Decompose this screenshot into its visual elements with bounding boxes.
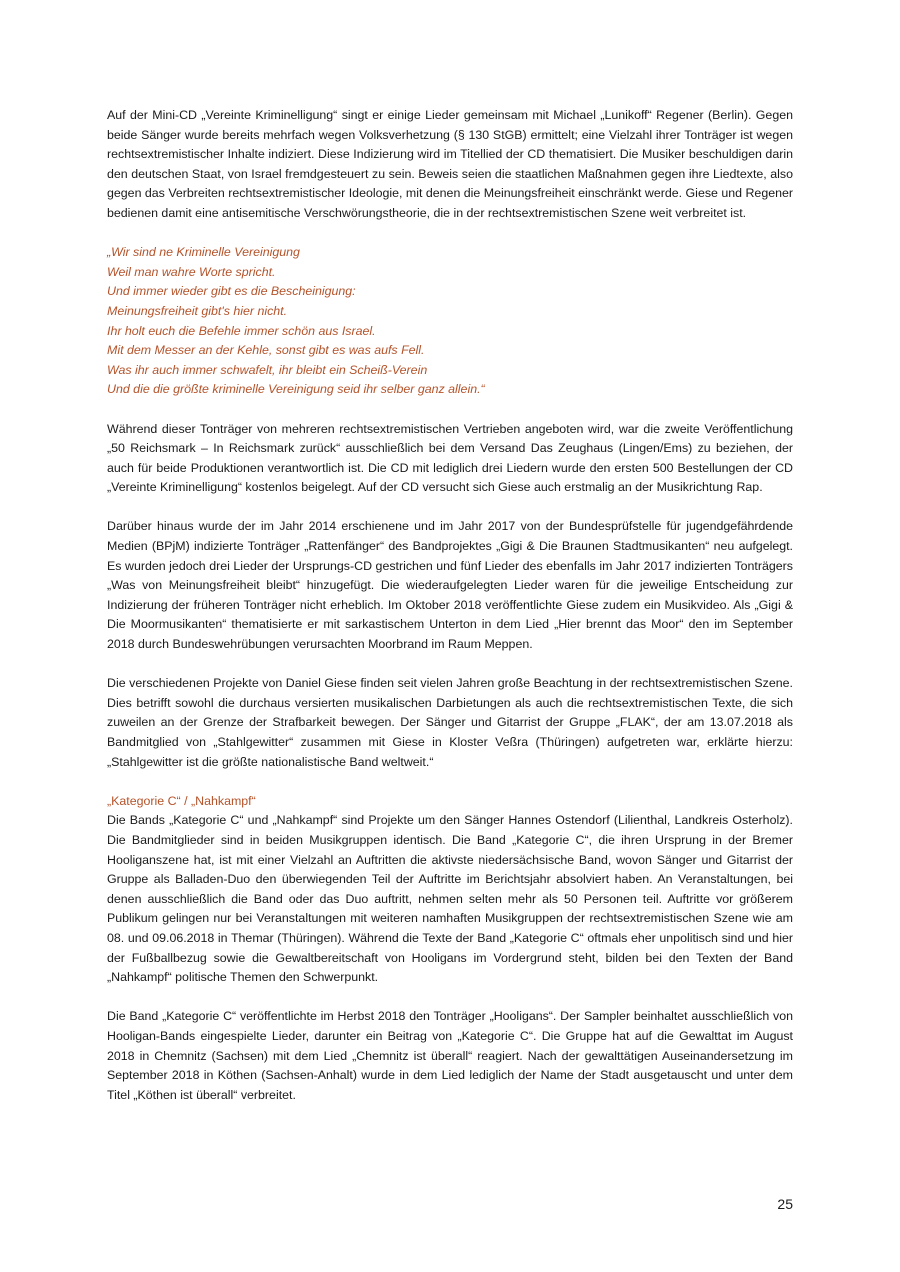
document-page (107, 106, 793, 1125)
lyric-line: Und die die größte kriminelle Vereinigung seid ihr selber ganz allein.“ (107, 382, 485, 397)
lyric-line: Mit dem Messer an der Kehle, sonst gibt es was aufs Fell. (107, 343, 425, 358)
lyric-line: Meinungsfreiheit gibt's hier nicht. (107, 303, 288, 318)
lyric-line: Weil man wahre Worte spricht. (107, 264, 276, 279)
paragraph-kategorie-c: Die Bands „Kategorie C“ und „Nahkampf“ sind Projekte um den Sänger Hannes Ostendorf (Lilienthal, Landkreis Osterholz). Die Bandmitglieder sind in beiden Musikgruppen identisch. Die Band „Kategorie C“, die ihren Ursprung in der Bremer Hooliganszene hat, ist mit einer Vielzahl an Auftritten die aktivste niedersächsische Band, wovon Sänger und Gitarrist der Gruppe als Balladen-Duo den überwiegenden Teil der Auftritte im Berichtsjahr absolviert haben. An Veranstaltungen, bei denen ausschließlich die Band oder das Duo auftritt, nehmen selten mehr als 50 Personen teil. Auftritte vor größerem Publikum gelingen nur bei Veranstaltungen mit weiteren namhaften Musikgruppen der rechtsextremistischen Szene wie am 08. und 09.06.2018 in Themar (Thüringen). Während die Texte der Band „Kategorie C“ oftmals eher unpolitisch sind und hier der Fußballbezug sowie die Gewaltbereitschaft von Hooligans im Vordergrund steht, bilden bei den Texten der Band „Nahkampf“ politische Themen den Schwerpunkt. (107, 813, 793, 985)
song-lyrics-quote (107, 243, 793, 400)
lyric-line: „Wir sind ne Kriminelle Vereinigung (107, 245, 300, 260)
lyric-line: Ihr holt euch die Befehle immer schön aus Israel. (107, 323, 376, 338)
paragraph-reichsmark: Während dieser Tonträger von mehreren rechtsextremistischen Vertrieben angeboten wird, war die zweite Veröffentlichung „50 Reichsmark – In Reichsmark zurück“ ausschließlich bei dem Versand Das Zeughaus (Lingen/Ems) zu beziehen, der auch für beide Produktionen verantwortlich ist. Die CD mit lediglich drei Liedern wurde den ersten 500 Bestellungen der CD „Vereinte Kriminelligung“ kostenlos beigelegt. Auf der CD versucht sich Giese auch erstmalig an der Musikrichtung Rap. (107, 421, 793, 495)
paragraph-giese-projects: Die verschiedenen Projekte von Daniel Giese finden seit vielen Jahren große Beachtung in der rechtsextremistischen Szene. Dies betrifft sowohl die durchaus versierten musikalischen Darbietungen als auch die rechtsextremistischen Texte, die sich zuweilen an der Grenze der Strafbarkeit bewegen. Der Sänger und Gitarrist der Gruppe „FLAK“, der am 13.07.2018 als Bandmitglied von „Stahlgewitter“ zusammen mit Giese in Kloster Veßra (Thüringen) aufgetreten war, erklärte hierzu: „Stahlgewitter ist die größte nationalistische Band weltweit.“ (107, 676, 793, 769)
paragraph-hooligans: Die Band „Kategorie C“ veröffentlichte im Herbst 2018 den Tonträger „Hooligans“. Der Sampler beinhaltet ausschließlich von Hooligan-Bands eingespielte Lieder, darunter ein Beitrag von „Kategorie C“. Die Gruppe hat auf die Gewalttat im August 2018 in Chemnitz (Sachsen) mit dem Lied „Chemnitz ist überall“ reagiert. Nach der gewalttätigen Auseinandersetzung im September 2018 in Köthen (Sachsen-Anhalt) wurde in dem Lied lediglich der Name der Stadt ausgetauscht und unter dem Titel „Köthen ist überall“ verbreitet. (107, 1009, 793, 1102)
paragraph-rattenfaenger: Darüber hinaus wurde der im Jahr 2014 erschienene und im Jahr 2017 von der Bundesprüfstelle für jugendgefährdende Medien (BPjM) indizierte Tonträger „Rattenfänger“ des Bandprojektes „Gigi & Die Braunen Stadtmusikanten“ neu aufgelegt. Es wurden jedoch drei Lieder der Ursprungs-CD gestrichen und fünf Lieder des ebenfalls im Jahr 2017 indizierten Tonträgers „Was von Meinungsfreiheit bleibt“ hinzugefügt. Die wiederaufgelegten Lieder waren für die jeweilige Entscheidung zur Indizierung der früheren Tonträger nicht erheblich. Im Oktober 2018 veröffentlichte Giese zudem ein Musikvideo. Als „Gigi & Die Moormusikanten“ thematisierte er mit sarkastischem Unterton in dem Lied „Hier brennt das Moor“ den im September 2018 durch Bundeswehrübungen verursachten Moorbrand im Raum Meppen. (107, 519, 793, 652)
lyric-line: Was ihr auch immer schwafelt, ihr bleibt ein Scheiß-Verein (107, 362, 428, 377)
paragraph-mini-cd: Auf der Mini-CD „Vereinte Kriminelligung“ singt er einige Lieder gemeinsam mit Michael „Lunikoff“ Regener (Berlin). Gegen beide Sänger wurde bereits mehrfach wegen Volksverhetzung (§ 130 StGB) ermittelt; eine Vielzahl ihrer Tonträger ist wegen rechtsextremistischer Inhalte indiziert. Diese Indizierung wird im Titellied der CD thematisiert. Die Musiker beschuldigen darin den deutschen Staat, von Israel fremdgesteuert zu sein. Beweis seien die staatlichen Maßnahmen gegen ihre Liedtexte, also gegen das Verbreiten rechtsextremistischer Ideologie, mit denen die Meinungsfreiheit einschränkt werde. Giese und Regener bedienen damit eine antisemitische Verschwörungstheorie, die in der rechtsextremistischen Szene weit verbreitet ist. (107, 108, 794, 220)
page-number: 25 (777, 1196, 793, 1212)
section-heading-kategorie-c: „Kategorie C“ / „Nahkampf“ (107, 793, 256, 808)
lyric-line: Und immer wieder gibt es die Bescheinigung: (107, 284, 356, 299)
